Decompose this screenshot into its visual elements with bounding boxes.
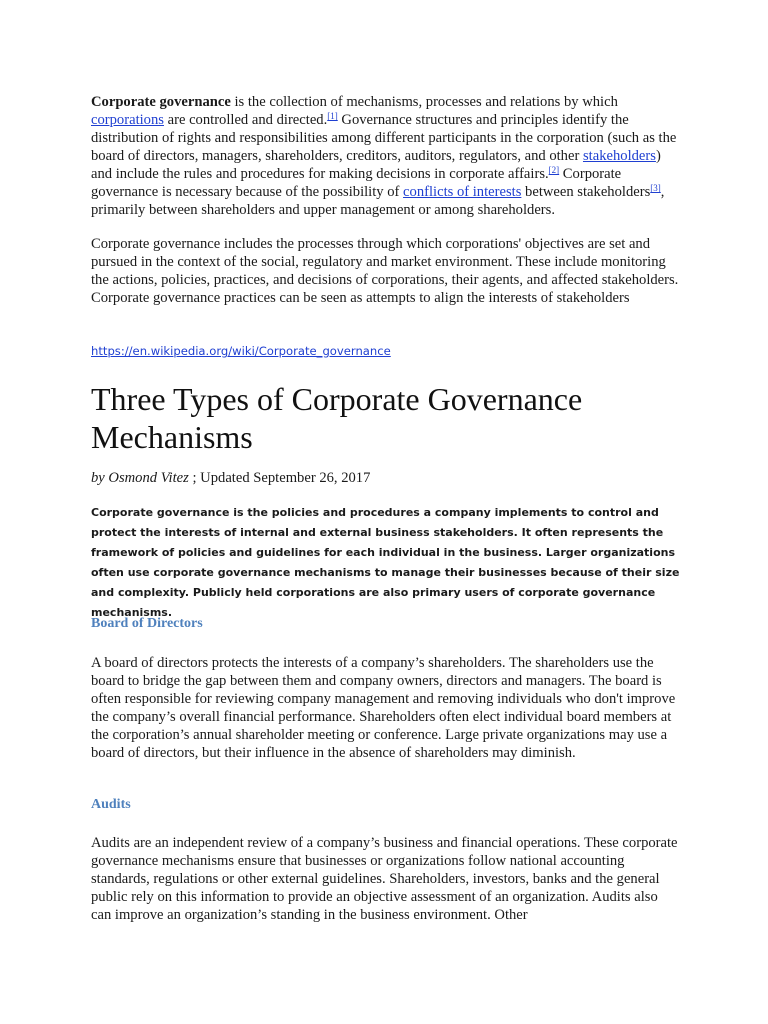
intro-text: between stakeholders — [521, 184, 651, 200]
intro-text: are controlled and directed. — [163, 112, 328, 128]
section-body-audits: Audits are an independent review of a company’s business and financial operations. These corporate governance mechanisms ensure that businesses or organizations follow national accounting standards, regulations or other external guidelines. Shareholders, investors, banks and the general public rely on this information to provide an objective assessment of an organization. Audits also can improve an organization’s standing in the business environment. Other — [91, 835, 678, 923]
second-paragraph: Corporate governance includes the processes through which corporations' objectives are set and pursued in the context of the social, regulatory and market environment. These include monitoring the actions, policies, practices, and decisions of corporations, their agents, and affected stakeholders. Corporate governance practices can be seen as attempts to align the interests of stakeholders — [91, 236, 679, 306]
article-lead: Corporate governance is the policies and procedures a company implements to control and protect the interests of internal and external business stakeholders. It often represents the framework of policies and guidelines for each individual in the business. Larger organizations often use corporate governance mechanisms to manage their businesses because of their size and complexity. Publicly held corporations are also primary users of corporate governance mechanisms. — [91, 506, 680, 619]
section-heading-audits: Audits — [91, 797, 131, 812]
stakeholders-link[interactable]: stakeholders — [582, 148, 656, 164]
intro-text: ) and include the rules and procedures for making decisions in corporate affairs. — [91, 148, 661, 182]
reference-1-link[interactable]: [1] — [327, 111, 338, 121]
reference-2-link[interactable]: [2] — [548, 165, 560, 175]
article-title: Three Types of Corporate Governance Mechanisms — [91, 381, 583, 455]
intro-text: Corporate governance is necessary because of the possibility of — [91, 166, 622, 200]
byline-author: by Osmond Vitez — [91, 470, 189, 486]
section-body-board-of-directors: A board of directors protects the interests of a company’s shareholders. The shareholders use the board to bridge the gap between them and company owners, directors and managers. The board is often responsible for reviewing company management and removing individuals who don't improve the company’s overall financial performance. Shareholders often elect individual board members at the corporation’s annual shareholder meeting or conference. Large private organizations may use a board of directors, but their influence in the absence of shareholders may diminish. — [91, 655, 676, 761]
intro-text: Governance structures and principles identify the distribution of rights and responsibilities among different participants in the corporation (such as the board of directors, managers, shareholders, creditors, auditors, regulators, and other — [91, 112, 677, 164]
intro-paragraph — [91, 93, 681, 219]
intro-text: is the collection of mechanisms, processes and relations by which — [230, 94, 618, 110]
intro-bold-term: Corporate governance — [91, 94, 231, 110]
byline-date: ; Updated September 26, 2017 — [188, 470, 371, 486]
reference-3-link[interactable]: [3] — [650, 183, 661, 193]
intro-text: , primarily between shareholders and upper management or among shareholders. — [91, 184, 665, 218]
source-url-link[interactable]: https://en.wikipedia.org/wiki/Corporate_governance — [91, 344, 391, 358]
article-byline — [91, 470, 370, 487]
conflicts-of-interests-link[interactable]: conflicts of interests — [403, 184, 522, 200]
section-heading-board-of-directors: Board of Directors — [91, 616, 203, 631]
corporations-link[interactable]: corporations — [91, 112, 164, 128]
